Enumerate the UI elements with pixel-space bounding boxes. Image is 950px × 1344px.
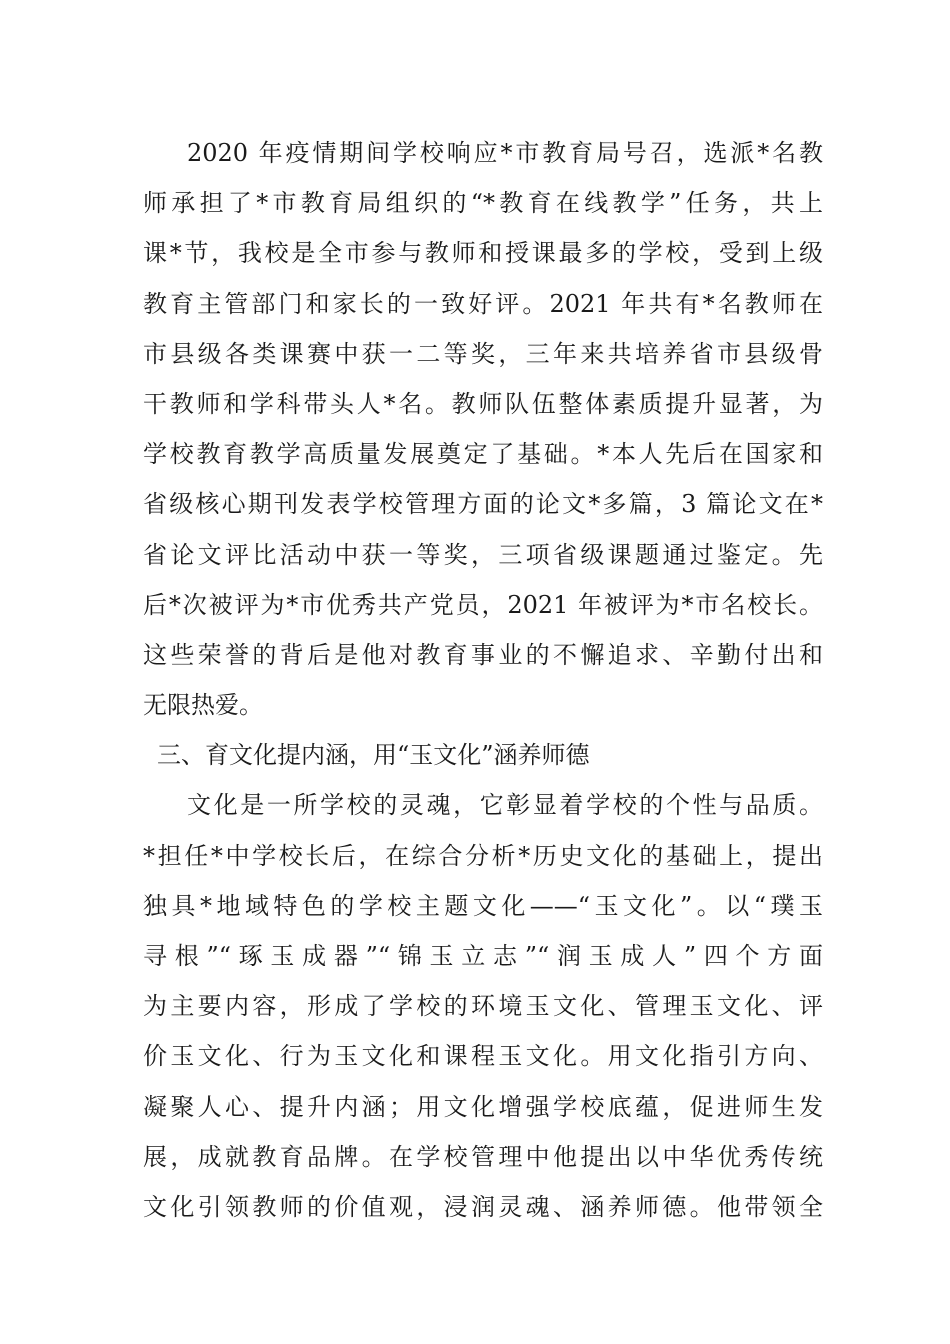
text-line: 为主要内容，形成了学校的环境玉文化、管理玉文化、评: [143, 992, 823, 1021]
text-line: *担任*中学校长后，在综合分析*历史文化的基础上，提出: [143, 841, 823, 870]
section-heading: 三、育文化提内涵，用“玉文化”涵养师德: [157, 741, 590, 770]
paragraph-jade-culture: [143, 780, 823, 1232]
text-line: 2020 年疫情期间学校响应*市教育局号召，选派*名教: [187, 139, 823, 167]
text-line: 这些荣誉的背后是他对教育事业的不懈追求、辛勤付出和: [143, 640, 823, 669]
text-line: 凝聚人心、提升内涵；用文化增强学校底蕴，促进师生发: [143, 1092, 823, 1121]
text-line: 价玉文化、行为玉文化和课程玉文化。用文化指引方向、: [143, 1042, 823, 1071]
paragraph-achievements: [143, 128, 823, 730]
text-line: 课*节，我校是全市参与教师和授课最多的学校，受到上级: [143, 239, 823, 268]
text-line: 省论文评比活动中获一等奖，三项省级课题通过鉴定。先: [143, 540, 823, 569]
text-line: 后*次被评为*市优秀共产党员，2021 年被评为*市名校长。: [143, 590, 823, 619]
text-line: 文化引领教师的价值观，浸润灵魂、涵养师德。他带领全: [143, 1192, 823, 1221]
text-line: 学校教育教学高质量发展奠定了基础。*本人先后在国家和: [143, 440, 823, 469]
text-line: 无限热爱。: [143, 691, 263, 720]
text-line: 寻根”“琢玉成器”“锦玉立志”“润玉成人”四个方面: [143, 942, 823, 970]
text-line: 独具*地域特色的学校主题文化——“玉文化”。以“璞玉: [143, 891, 823, 920]
text-line: 教育主管部门和家长的一致好评。2021 年共有*名教师在: [143, 289, 823, 318]
text-line: 省级核心期刊发表学校管理方面的论文*多篇，3 篇论文在*: [143, 490, 823, 519]
text-line: 文化是一所学校的灵魂，它彰显着学校的个性与品质。: [187, 791, 823, 820]
body-text: [143, 128, 823, 1232]
text-line: 展，成就教育品牌。在学校管理中他提出以中华优秀传统: [143, 1142, 823, 1171]
text-line: 干教师和学科带头人*名。教师队伍整体素质提升显著，为: [143, 389, 823, 418]
text-line: 市县级各类课赛中获一二等奖，三年来共培养省市县级骨: [143, 339, 823, 368]
text-line: 师承担了*市教育局组织的“*教育在线教学”任务，共上: [143, 189, 823, 218]
